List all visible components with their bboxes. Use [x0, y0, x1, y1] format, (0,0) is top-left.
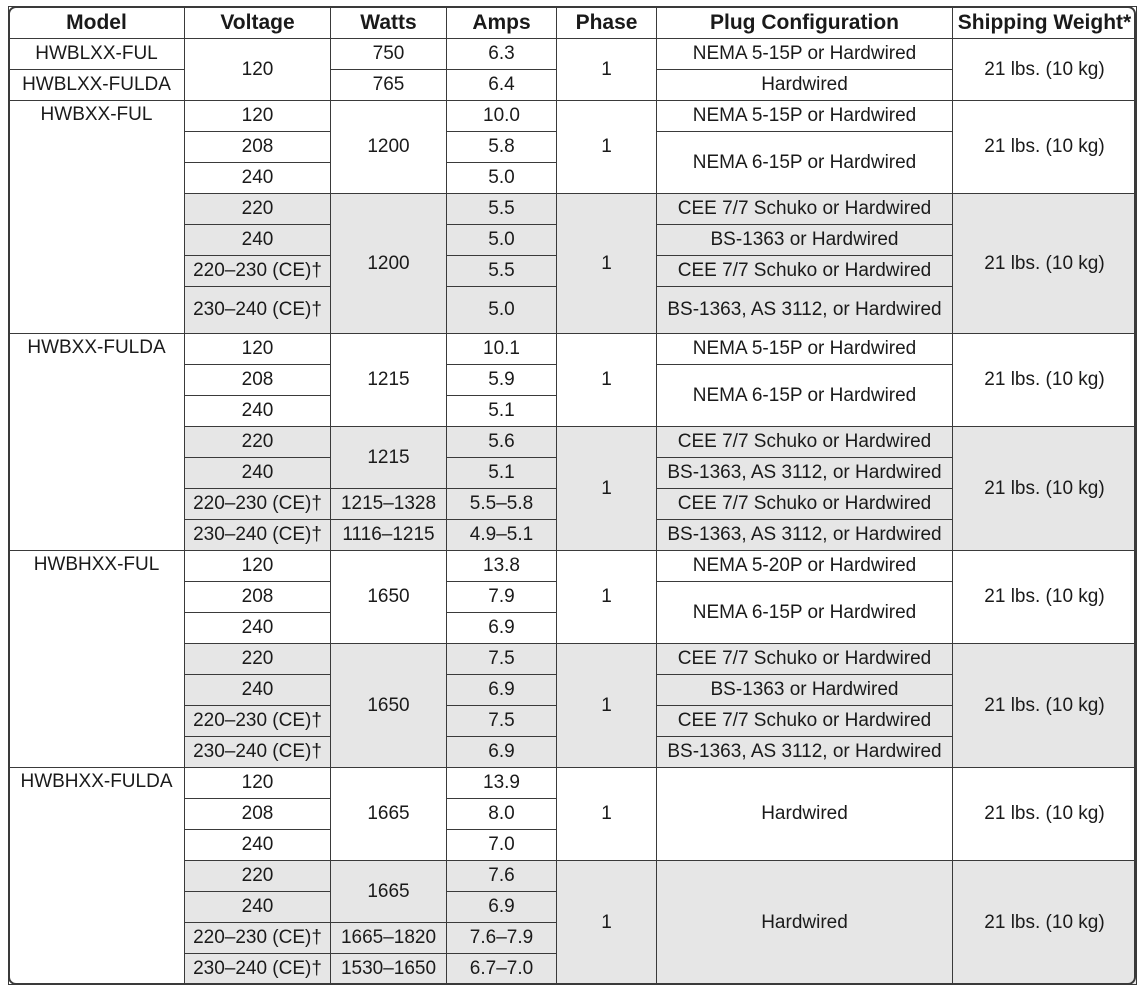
table-cell: 220	[185, 861, 331, 892]
table-cell: 120	[185, 39, 331, 101]
table-cell: 21 lbs. (10 kg)	[953, 427, 1137, 551]
table-cell: BS-1363 or Hardwired	[657, 225, 953, 256]
table-cell: 7.6	[447, 861, 557, 892]
table-cell: 13.9	[447, 768, 557, 799]
table-cell: 220	[185, 427, 331, 458]
table-cell: NEMA 5-20P or Hardwired	[657, 551, 953, 582]
table-cell: BS-1363 or Hardwired	[657, 675, 953, 706]
table-cell: 120	[185, 551, 331, 582]
table-cell: 7.9	[447, 582, 557, 613]
table-cell: 6.9	[447, 613, 557, 644]
table-cell: 1	[557, 768, 657, 861]
table-cell: 21 lbs. (10 kg)	[953, 39, 1137, 101]
model-cell: HWBHXX-FULDA	[9, 768, 185, 985]
table-cell: 1215	[331, 427, 447, 489]
table-cell: 240	[185, 675, 331, 706]
table-cell: 230–240 (CE)†	[185, 520, 331, 551]
table-cell: 120	[185, 101, 331, 132]
table-cell: 240	[185, 163, 331, 194]
table-cell: 220–230 (CE)†	[185, 706, 331, 737]
table-cell: 6.7–7.0	[447, 954, 557, 985]
table-cell: Hardwired	[657, 70, 953, 101]
table-cell: 240	[185, 892, 331, 923]
table-cell: 230–240 (CE)†	[185, 737, 331, 768]
table-cell: CEE 7/7 Schuko or Hardwired	[657, 644, 953, 675]
table-cell: 120	[185, 768, 331, 799]
table-cell: 21 lbs. (10 kg)	[953, 644, 1137, 768]
table-cell: 1665–1820	[331, 923, 447, 954]
header-phase: Phase	[557, 7, 657, 39]
table-header	[9, 7, 1137, 39]
table-cell: 1215	[331, 334, 447, 427]
table-cell: 5.6	[447, 427, 557, 458]
table-cell: NEMA 6-15P or Hardwired	[657, 582, 953, 644]
table-row	[9, 39, 1137, 70]
table-cell: 1215–1328	[331, 489, 447, 520]
table-cell: 10.1	[447, 334, 557, 365]
table-cell: 21 lbs. (10 kg)	[953, 768, 1137, 861]
table-cell: 7.6–7.9	[447, 923, 557, 954]
table-cell: 13.8	[447, 551, 557, 582]
table-cell: 6.9	[447, 892, 557, 923]
table-cell: 1	[557, 427, 657, 551]
table-cell: 120	[185, 334, 331, 365]
table-cell: 220–230 (CE)†	[185, 489, 331, 520]
table-cell: 240	[185, 396, 331, 427]
table-cell: Hardwired	[657, 768, 953, 861]
table-cell: 7.0	[447, 830, 557, 861]
table-row	[9, 334, 1137, 365]
table-cell: 1665	[331, 861, 447, 923]
table-cell: 1	[557, 101, 657, 194]
table-cell: 765	[331, 70, 447, 101]
table-row	[9, 768, 1137, 799]
table-cell: NEMA 5-15P or Hardwired	[657, 334, 953, 365]
table-cell: CEE 7/7 Schuko or Hardwired	[657, 706, 953, 737]
header-amps: Amps	[447, 7, 557, 39]
table-cell: 7.5	[447, 644, 557, 675]
table-cell: BS-1363, AS 3112, or Hardwired	[657, 458, 953, 489]
table-cell: 1200	[331, 101, 447, 194]
table-cell: 6.9	[447, 675, 557, 706]
table-cell: CEE 7/7 Schuko or Hardwired	[657, 489, 953, 520]
header-watts: Watts	[331, 7, 447, 39]
table-cell: 6.4	[447, 70, 557, 101]
table-cell: 5.1	[447, 458, 557, 489]
table-cell: 220–230 (CE)†	[185, 256, 331, 287]
table-cell: 21 lbs. (10 kg)	[953, 334, 1137, 427]
table-cell: 5.5–5.8	[447, 489, 557, 520]
table-cell: NEMA 6-15P or Hardwired	[657, 132, 953, 194]
header-voltage: Voltage	[185, 7, 331, 39]
table-cell: 1	[557, 551, 657, 644]
table-cell: 21 lbs. (10 kg)	[953, 101, 1137, 194]
table-cell: Hardwired	[657, 861, 953, 985]
table-cell: 1	[557, 194, 657, 334]
table-cell: CEE 7/7 Schuko or Hardwired	[657, 427, 953, 458]
table-cell: 208	[185, 799, 331, 830]
table-cell: HWBLXX-FULDA	[9, 70, 185, 101]
table-cell: 240	[185, 225, 331, 256]
table-cell: 230–240 (CE)†	[185, 954, 331, 985]
table-cell: 1116–1215	[331, 520, 447, 551]
table-cell: 1200	[331, 194, 447, 334]
table-cell: 208	[185, 582, 331, 613]
table-cell: 4.9–5.1	[447, 520, 557, 551]
table-cell: 240	[185, 613, 331, 644]
header-row	[9, 7, 1137, 39]
table-cell: 21 lbs. (10 kg)	[953, 551, 1137, 644]
table-body	[9, 39, 1137, 985]
table-cell: 5.5	[447, 194, 557, 225]
table-cell: 1530–1650	[331, 954, 447, 985]
table-cell: CEE 7/7 Schuko or Hardwired	[657, 256, 953, 287]
table-cell: BS-1363, AS 3112, or Hardwired	[657, 287, 953, 334]
table-cell: CEE 7/7 Schuko or Hardwired	[657, 194, 953, 225]
table-cell: HWBLXX-FUL	[9, 39, 185, 70]
table-cell: 5.8	[447, 132, 557, 163]
table-cell: 220	[185, 194, 331, 225]
table-cell: 1	[557, 644, 657, 768]
table-cell: BS-1363, AS 3112, or Hardwired	[657, 737, 953, 768]
table-cell: NEMA 6-15P or Hardwired	[657, 365, 953, 427]
table-cell: 21 lbs. (10 kg)	[953, 861, 1137, 985]
spec-table	[8, 6, 1137, 985]
table-cell: 5.0	[447, 225, 557, 256]
table-cell: 7.5	[447, 706, 557, 737]
table-cell: 240	[185, 830, 331, 861]
table-cell: 5.1	[447, 396, 557, 427]
header-shipping-weight: Shipping Weight*	[953, 7, 1137, 39]
model-cell: HWBXX-FULDA	[9, 334, 185, 551]
table-cell: 1665	[331, 768, 447, 861]
table-cell: 220–230 (CE)†	[185, 923, 331, 954]
table-cell: 1650	[331, 551, 447, 644]
table-cell: 230–240 (CE)†	[185, 287, 331, 334]
model-cell: HWBXX-FUL	[9, 101, 185, 334]
table-row	[9, 101, 1137, 132]
table-cell: 1650	[331, 644, 447, 768]
table-cell: 5.9	[447, 365, 557, 396]
header-plug-configuration: Plug Configuration	[657, 7, 953, 39]
table-cell: 208	[185, 132, 331, 163]
table-cell: 21 lbs. (10 kg)	[953, 194, 1137, 334]
table-cell: 5.0	[447, 287, 557, 334]
table-cell: 10.0	[447, 101, 557, 132]
table-cell: 1	[557, 39, 657, 101]
table-cell: 1	[557, 334, 657, 427]
header-model: Model	[9, 7, 185, 39]
table-cell: 6.9	[447, 737, 557, 768]
table-cell: 750	[331, 39, 447, 70]
table-cell: 220	[185, 644, 331, 675]
table-row	[9, 551, 1137, 582]
table-cell: 208	[185, 365, 331, 396]
table-cell: BS-1363, AS 3112, or Hardwired	[657, 520, 953, 551]
table-cell: 240	[185, 458, 331, 489]
model-cell: HWBHXX-FUL	[9, 551, 185, 768]
table-cell: 1	[557, 861, 657, 985]
table-cell: 5.5	[447, 256, 557, 287]
table-cell: 5.0	[447, 163, 557, 194]
table-cell: NEMA 5-15P or Hardwired	[657, 39, 953, 70]
table-cell: 8.0	[447, 799, 557, 830]
table-cell: 6.3	[447, 39, 557, 70]
table-cell: NEMA 5-15P or Hardwired	[657, 101, 953, 132]
